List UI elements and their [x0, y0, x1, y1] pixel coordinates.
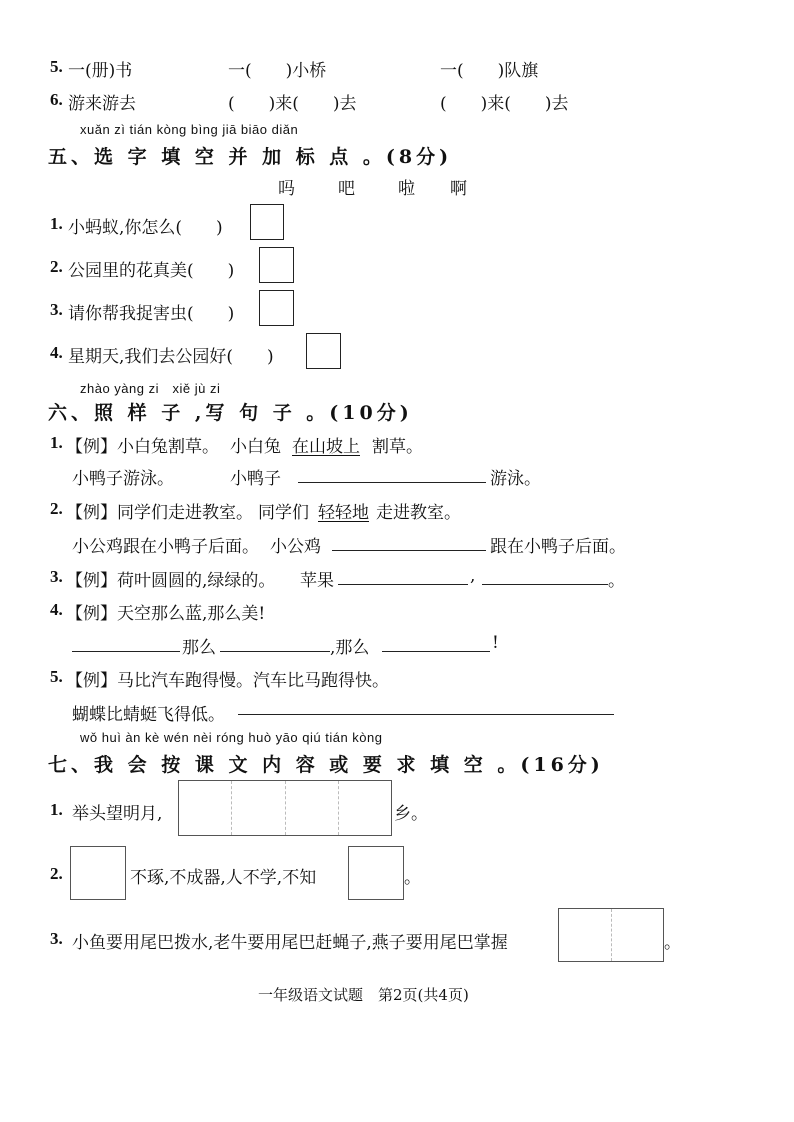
question-number: 5.	[50, 667, 63, 686]
choice-word: 啊	[450, 179, 467, 199]
sentence-text: 小鱼要用尾巴拨水,老牛要用尾巴赶蝇子,燕子要用尾巴掌握	[72, 933, 508, 953]
choice-word: 啦	[398, 179, 415, 199]
section-pinyin: xuǎn zì tián kòng bìng jiā biāo diǎn	[80, 122, 299, 137]
answer-line[interactable]	[482, 584, 608, 585]
example-sentence: 【例】同学们走进教室。	[66, 503, 253, 523]
question-text: 小蚂蚁,你怎么( )	[68, 218, 223, 238]
question-number: 4.	[50, 600, 63, 619]
period: 。	[608, 571, 625, 591]
answer-line[interactable]	[382, 651, 490, 652]
question-number: 2.	[50, 257, 63, 276]
example-text: 一(册)书	[68, 61, 133, 81]
question-text: 公园里的花真美( )	[68, 261, 235, 281]
question-number: 4.	[50, 343, 63, 362]
answer-line[interactable]	[298, 482, 486, 483]
fill-word: 那么	[182, 638, 216, 658]
example-sentence: 【例】天空那么蓝,那么美!	[66, 604, 266, 624]
poem-line-end: 乡。	[394, 804, 428, 824]
example-expanded-highlight: 轻轻地	[318, 503, 369, 523]
question-number: 3.	[50, 567, 63, 586]
example-expanded-a: 小白兔	[230, 437, 281, 457]
page-footer: 一年级语文试题 第2页(共4页)	[258, 986, 469, 1004]
section-heading: 五、选 字 填 空 并 加 标 点 。(8分)	[48, 146, 453, 168]
fill-prefix: 苹果	[300, 571, 334, 591]
question-number: 6.	[50, 90, 63, 109]
section-pinyin: zhào yàng zi xiě jù zi	[80, 381, 221, 396]
example-expanded-c: 割草。	[372, 437, 423, 457]
fill-word: ,那么	[330, 638, 370, 658]
fill-prefix: 小鸭子	[230, 469, 281, 489]
fill-item: ( )来( )去	[440, 94, 569, 114]
example-expanded-highlight: 在山坡上	[292, 437, 360, 457]
answer-grid[interactable]	[178, 780, 392, 836]
question-number: 5.	[50, 57, 63, 76]
section-heading: 六、照 样 子 ,写 句 子 。(10分)	[48, 402, 413, 424]
task-sentence: 小鸭子游泳。	[72, 469, 174, 489]
task-sentence: 蝴蝶比蜻蜓飞得低。	[72, 705, 225, 725]
fill-item: 一( )小桥	[228, 61, 327, 81]
section-pinyin: wǒ huì àn kè wén nèi róng huò yāo qiú tián kòng	[80, 730, 383, 745]
question-number: 1.	[50, 214, 63, 233]
saying-text: 不琢,不成器,人不学,不知	[130, 868, 317, 888]
answer-grid[interactable]	[70, 846, 126, 900]
example-sentence: 【例】小白兔割草。	[66, 437, 219, 457]
punctuation-box[interactable]	[259, 247, 294, 283]
question-number: 2.	[50, 499, 63, 518]
answer-line[interactable]	[220, 651, 330, 652]
example-sentence: 【例】荷叶圆圆的,绿绿的。	[66, 571, 276, 591]
answer-line[interactable]	[72, 651, 180, 652]
answer-line[interactable]	[332, 550, 486, 551]
fill-item: 一( )队旗	[440, 61, 539, 81]
fill-item: ( )来( )去	[228, 94, 357, 114]
question-number: 3.	[50, 929, 63, 948]
period: 。	[664, 933, 681, 953]
fill-suffix: 游泳。	[490, 469, 541, 489]
punctuation-box[interactable]	[306, 333, 341, 369]
answer-line[interactable]	[238, 714, 614, 715]
section-heading: 七、我 会 按 课 文 内 容 或 要 求 填 空 。(16分)	[48, 754, 604, 776]
punctuation-box[interactable]	[250, 204, 284, 240]
exclamation: !	[492, 633, 499, 653]
fill-prefix: 小公鸡	[270, 537, 321, 557]
question-number: 1.	[50, 433, 63, 452]
fill-suffix: 跟在小鸭子后面。	[490, 537, 626, 557]
question-number: 3.	[50, 300, 63, 319]
answer-line[interactable]	[338, 584, 468, 585]
comma: ,	[470, 566, 476, 586]
question-text: 星期天,我们去公园好( )	[68, 347, 274, 367]
punctuation-box[interactable]	[259, 290, 294, 326]
choice-word: 吗	[278, 179, 295, 199]
answer-grid[interactable]	[348, 846, 404, 900]
choice-word: 吧	[338, 179, 355, 199]
question-number: 1.	[50, 800, 63, 819]
question-number: 2.	[50, 864, 63, 883]
task-sentence: 小公鸡跟在小鸭子后面。	[72, 537, 259, 557]
poem-line: 举头望明月,	[72, 804, 163, 824]
period: 。	[404, 868, 421, 888]
example-sentence: 【例】马比汽车跑得慢。汽车比马跑得快。	[66, 671, 389, 691]
example-text: 游来游去	[68, 94, 136, 114]
question-text: 请你帮我捉害虫( )	[68, 304, 235, 324]
example-expanded-c: 走进教室。	[376, 503, 461, 523]
example-expanded-a: 同学们	[258, 503, 309, 523]
answer-grid[interactable]	[558, 908, 664, 962]
